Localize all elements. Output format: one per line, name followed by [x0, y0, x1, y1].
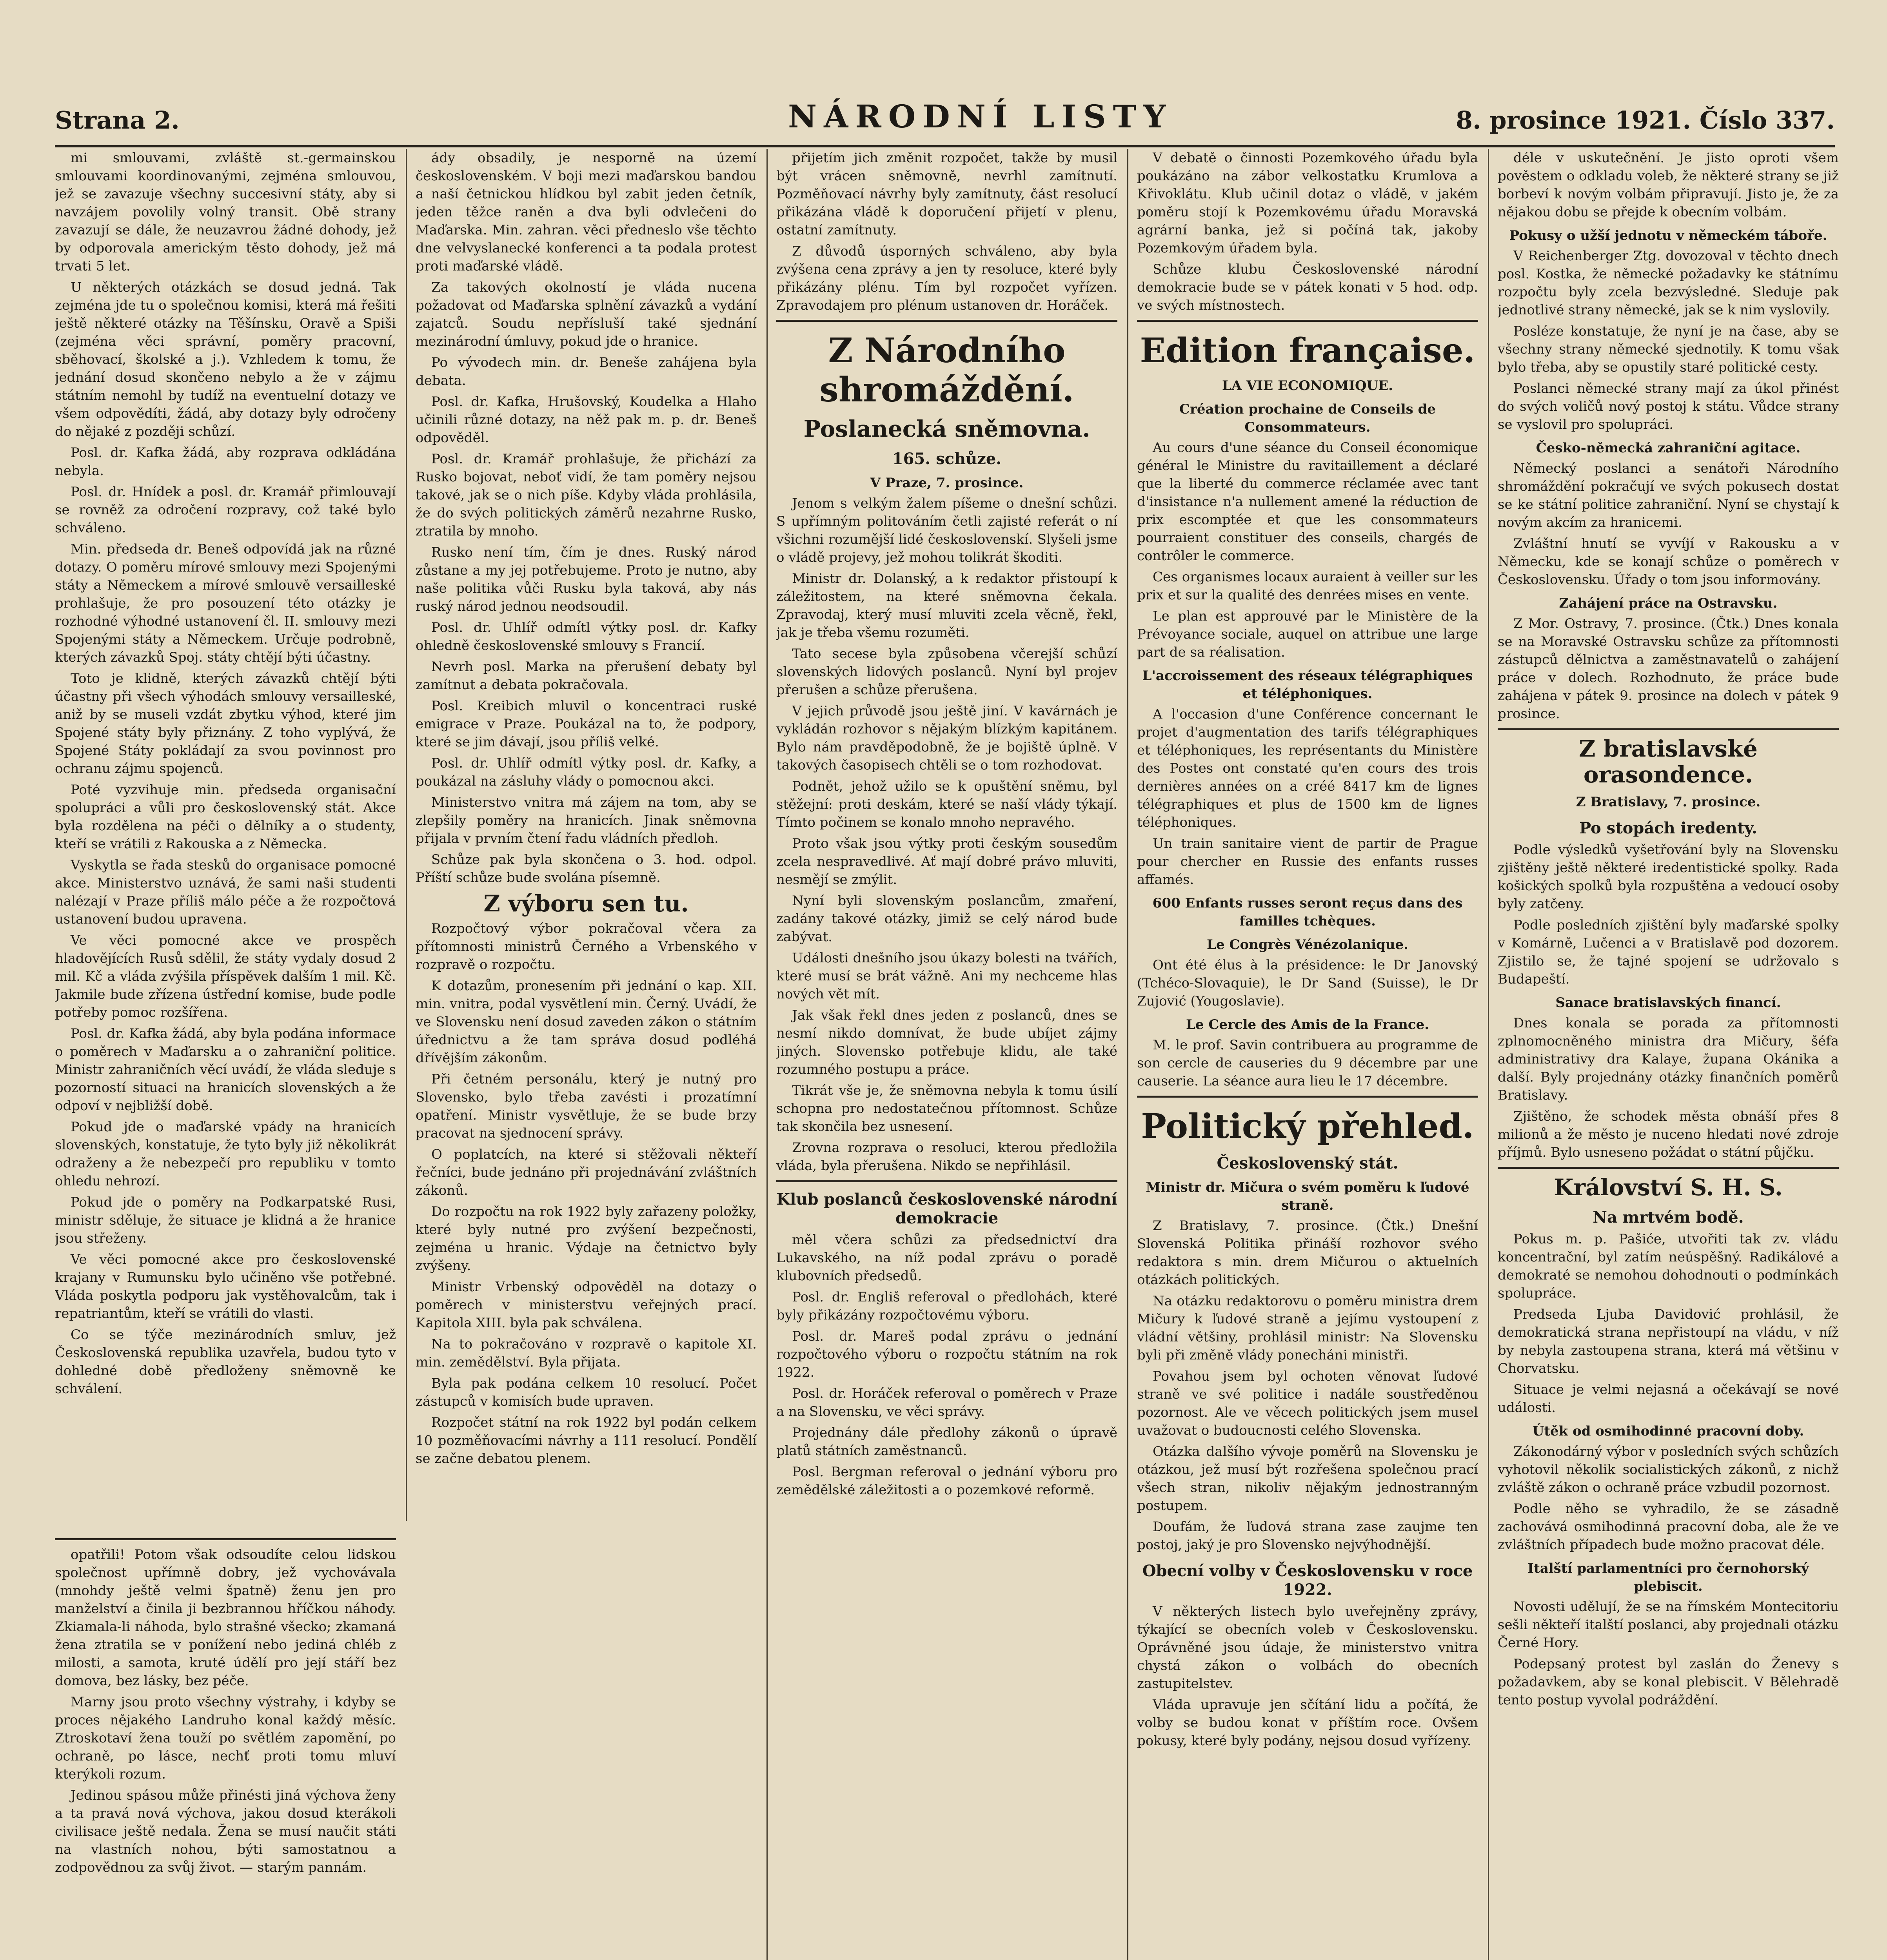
section-heading: Z výboru sen tu.	[483, 890, 689, 917]
article-paragraph: Dnes konala se porada za přítomnosti zplnomocněného ministra dra Mičury, šéfa administrativy dra Kalaye, župana Okánika a další. Byly projednány otázky finančních poměrů Bratislavy.	[1498, 1015, 1839, 1103]
article-headline: Na mrtvém bodě.	[1593, 1208, 1744, 1227]
article-paragraph: mi smlouvami, zvláště st.-germainskou smlouvami koordinovanými, zejména smlouvou, jež se zavazuje všechny succesivní státy, aby si navzájem povolily volný transit. Obě strany zavazují se dále, že neuzavrou žádné dohody, jež by odporovala americkým těsto dohody, jež má trvati 5 let.	[55, 150, 396, 274]
article-paragraph: Posl. Kreibich mluvil o koncentraci ruské emigrace v Praze. Poukázal na to, že podpory, které se jim dávají, jsou příliš velké.	[416, 698, 757, 750]
article-paragraph: Situace je velmi nejasná a očekávají se nové události.	[1498, 1382, 1839, 1416]
column-divider	[766, 149, 768, 1960]
article-paragraph: Le plan est approuvé par le Ministère de la Prévoyance sociale, auquel on attribue une large part de sa réalisation.	[1137, 608, 1478, 660]
feuilleton-continuation	[55, 1533, 396, 1960]
article-paragraph: Vyskytla se řada stesků do organisace pomocné akce. Ministerstvo uznává, že sami naši studenti nalézají v Praze příliš málo péče a že rozpočtová ustanovení budou upravena.	[55, 857, 396, 927]
club-heading: Klub poslanců československé národní demokracie	[776, 1190, 1117, 1227]
article-paragraph: Rusko není tím, čím je dnes. Ruský národ zůstane a my jej potřebujeme. Proto je nutno, aby naše politika vůči Rusku byla taková, aby nás ruský národ jednou neodsoudil.	[416, 544, 757, 614]
article-paragraph: Jedinou spásou může přinésti jiná výchova ženy a ta pravá nová výchova, jakou dosud kterákoli civilisace ještě nedala. Žena se musí naučit státi na vlastních nohou, býti samostatnou a zodpovědnou za svůj život. — starým pannám.	[55, 1788, 396, 1875]
issue-date: 8. prosince 1921. Číslo 337.	[1455, 106, 1835, 134]
article-paragraph: V Reichenberger Ztg. dovozoval v těchto dnech posl. Kostka, že německé požadavky ke státnímu rozpočtu byly zcela bezvýsledné. Sleduje pak jednotlivé strany německé, jak se k nim vyslovily.	[1498, 248, 1839, 318]
article-paragraph: Posl. Bergman referoval o jednání výboru pro zemědělské záležitosti a o pozemkové reformě.	[776, 1464, 1117, 1498]
article-paragraph: Predseda Ljuba Davidović prohlásil, že demokratická strana nepřistoupí na vládu, v níž by nebyla zastoupena strana, která má většinu v Chorvatsku.	[1498, 1307, 1839, 1376]
article-paragraph: Ministr Vrbenský odpověděl na dotazy o poměrech v ministerstvu veřejných prací. Kapitola XIII. byla pak schválena.	[416, 1279, 757, 1331]
article-paragraph: Při četném personálu, který je nutný pro Slovensko, bylo třeba zavésti i prozatímní opatření. Ministr vysvětluje, že se bude brzy pracovat na sjednocení správy.	[416, 1071, 757, 1141]
shs-kingdom-title: Království S. H. S.	[1554, 1174, 1783, 1201]
article-paragraph: opatřili! Potom však odsoudíte celou lidskou společnost upřímně dobry, jež vychovávala (mnohdy ještě velmi špatně) ženu jen pro manželství a činila ji bezbrannou hříčkou náhody. Zkiamala-li náhoda, bylo strašné všecko; zkamaná žena ztratila se v ponížení nebo jediná chléb z milosti, a samota, kruté údělí pro její stáří bez domova, bez lásky, bez péče.	[55, 1547, 396, 1689]
column-2	[416, 149, 757, 1960]
article-paragraph: Posl. dr. Engliš referoval o předlohách, které byly přikázány rozpočtovému výboru.	[776, 1289, 1117, 1323]
article-paragraph: Ministr dr. Dolanský, a k redaktor přistoupí k záležitostem, na které sněmovna čekala. Zpravodaj, který musí mluviti zcela věcně, řekl, jak je třeba všemu rozuměti.	[776, 571, 1117, 641]
article-paragraph: Podepsaný protest byl zaslán do Ženevy s požadavkem, aby se konal plebiscit. V Bělehradě tento postup vyvolal podráždění.	[1498, 1656, 1839, 1708]
article-paragraph: Zrovna rozprava o resoluci, kterou předložila vláda, byla přerušena. Nikdo se nepřihlásil.	[776, 1140, 1117, 1174]
article-paragraph: M. le prof. Savin contribuera au programme de son cercle de causeries du 9 décembre par une causerie. La séance aura lieu le 17 décembre.	[1137, 1037, 1478, 1089]
article-headline: Zahájení práce na Ostravsku.	[1559, 595, 1778, 611]
article-paragraph: A l'occasion d'une Conférence concernant le projet d'augmentation des tarifs télégraphiques et téléphoniques, les représentants du Ministère des Postes ont constaté qu'en cours des trois dernières années on a créé 8417 km de lignes télégraphiques et plus de 1500 km de lignes téléphoniques.	[1137, 706, 1478, 830]
french-section-label: LA VIE ECONOMIQUE.	[1222, 378, 1393, 394]
article-paragraph: Au cours d'une séance du Conseil économique général le Ministre du ravitaillement a déclaré que la liberté du commerce réclamée avec tant d'insistance n'a nullement amené la réduction de prix escomptée et que les consommateurs pourraient constituer des conseils, chargés de contrôler le commerce.	[1137, 440, 1478, 564]
article-paragraph: Co se týče mezinárodních smluv, jež Československá republika uzavřela, budou tyto v dohledné době předloženy sněmovně ke schválení.	[55, 1327, 396, 1397]
elections-headline: Obecní volby v Československu v roce 1922.	[1142, 1562, 1473, 1599]
article-paragraph: V jejich průvodě jsou ještě jiní. V kavárnách je vykládán rozhovor s nějakým blízkým kapitánem. Bylo nám pravděpodobně, že je bojiště úplně. V takových časopisech chtěli se o tom rozhodovat.	[776, 703, 1117, 773]
article-paragraph: Za takových okolností je vláda nucena požadovat od Maďarska splnění závazků a vydání zajatců. Soudu nepřísluší také sjednání mezinárodní úmluvy, pokud jde o hranice.	[416, 279, 757, 349]
article-paragraph: Podle něho se vyhradilo, že se zásadně zachovává osmihodinná pracovní doba, ale že ve zvláštních případech bude možno pracovat déle.	[1498, 1501, 1839, 1553]
article-paragraph: Ve věci pomocné akce pro československé krajany v Rumunsku bylo učiněno vše potřebné. Vláda poskytla podporu jak vystěhovalcům, tak i repatriantům, kteří se vrátili do vlasti.	[55, 1252, 396, 1321]
article-paragraph: Události dnešního jsou úkazy bolesti na tvářích, které musí se brát vážně. Ani my nechceme hlas nových vět mít.	[776, 950, 1117, 1002]
column-divider	[1127, 149, 1128, 1960]
section-rule	[55, 1538, 396, 1540]
article-paragraph: Tikrát vše je, že sněmovna nebyla k tomu úsilí schopna pro nedostatečnou přítomnost. Schůze tak skončila bez usnesení.	[776, 1083, 1117, 1134]
article-paragraph: Posl. dr. Kafka, Hrušovský, Koudelka a Hlaho učinili různé dotazy, na něž pak m. p. dr. Beneš odpověděl.	[416, 394, 757, 446]
column-5	[1498, 149, 1839, 1960]
column-divider	[406, 149, 407, 1521]
article-paragraph: Podle výsledků vyšetřování byly na Slovensku zjištěny ještě některé iredentistické spolky. Rada košických spolků byla rozpuštěna a vedoucí osoby byly zatčeny.	[1498, 842, 1839, 912]
article-paragraph: Projednány dále předlohy zákonů o úpravě platů státních zaměstnanců.	[776, 1425, 1117, 1459]
article-paragraph: Posl. dr. Mareš podal zprávu o jednání rozpočtového výboru o rozpočtu státním na rok 1922.	[776, 1328, 1117, 1380]
article-paragraph: Pokud jde o poměry na Podkarpatské Rusi, ministr sděluje, že situace je klidná a že hranice jsou střeženy.	[55, 1194, 396, 1246]
chamber-title: Poslanecká sněmovna.	[803, 416, 1090, 442]
column-1	[55, 149, 396, 1521]
article-paragraph: Pokus m. p. Pašiće, utvořiti tak zv. vládu koncentrační, byl zatím neúspěšný. Radikálové a demokraté se nemohou dohodnouti o podmínkách spolupráce.	[1498, 1231, 1839, 1301]
article-paragraph: Ve věci pomocné akce ve prospěch hladovějících Rusů sdělil, že státy vydaly dosud 2 mil. Kč a vláda zvýšila příspěvek dalším 1 mil. Kč. Jakmile bude zřízena ústřední komise, bude podle potřeby pomoc rozšířena.	[55, 933, 396, 1020]
article-paragraph: Jenom s velkým žalem píšeme o dnešní schůzi. S upřímným politováním četli zajisté referát o ní všichni rozumější lidé československí. Slyšeli jsme o vládě projevy, jež mohou tolikrát škoditi.	[776, 495, 1117, 565]
article-paragraph: Povahou jsem byl ochoten věnovat ľudové straně ve své politice i nadále soustředěnou pozornost. Ale ve věcech politických jsem musel uvažovat o budoucnosti celého Slovenska.	[1137, 1368, 1478, 1438]
section-title: Z Národního shromáždění.	[819, 331, 1074, 410]
masthead-title: NÁRODNÍ LISTY	[788, 98, 1173, 135]
article-paragraph: Otázka dalšího vývoje poměrů na Slovensku je otázkou, jež musí být rozřešena společnou prací všech stran, nikoliv nějakým jednostranným postupem.	[1137, 1444, 1478, 1514]
section-rule	[776, 1180, 1117, 1182]
article-paragraph: Zjištěno, že schodek města obnáší přes 8 milionů a že město je nuceno hledati nové zdroje příjmů. Bylo usneseno požádat o státní půjčku.	[1498, 1109, 1839, 1160]
article-headline: Pokusy o užší jednotu v německém táboře.	[1509, 228, 1827, 243]
article-paragraph: Posl. dr. Horáček referoval o poměrech v Praze a na Slovensku, ve věci správy.	[776, 1386, 1117, 1419]
column-divider	[1488, 149, 1489, 1960]
section-rule	[1137, 320, 1478, 322]
article-paragraph: Schůze pak byla skončena o 3. hod. odpol. Příští schůze bude svolána písemně.	[416, 852, 757, 886]
article-paragraph: Posl. dr. Hnídek a posl. dr. Kramář přimlouvají se rovněž za odročení rozpravy, což také bylo schváleno.	[55, 484, 396, 536]
article-paragraph: déle v uskutečnění. Je jisto oproti všem pověstem o odkladu voleb, že některé strany se již borbeví k novým volbám připravují. Jisto je, že za nějakou dobu se přejde k obecním volbám.	[1498, 150, 1839, 220]
article-paragraph: Z Mor. Ostravy, 7. prosince. (Čtk.) Dnes konala se na Moravské Ostravsku schůze za přítomnosti zástupců dělnictva a zaměstnavatelů o zahájení práce v dolech. Rozhodnuto, že práce bude zahájena v pátek 9. prosince na dolech v pátek 9 prosince.	[1498, 616, 1839, 722]
article-paragraph: ády obsadily, je nesporně na území československém. V boji mezi maďarskou bandou a naší četnickou hlídkou byl zabit jeden četník, jeden těžce raněn a dva byli odvlečeni do Maďarska. Min. zahran. věci předneslo vše těchto dne velvyslanecké konferenci a ta podala protest proti maďarské vládě.	[416, 150, 757, 274]
article-paragraph: Schůze klubu Československé národní demokracie bude se v pátek konati v 5 hod. odp. ve svých místnostech.	[1137, 261, 1478, 313]
article-paragraph: Toto je klidně, kterých závazků chtějí býti účastny při všech výhodách smlouvy versailleské, aniž by se museli vzdát zbytku výhod, které jim Spojené státy byly přiznány. Z toho vyplývá, že Spojené Státy pokládají za svou povinnost pro ochranu zájmu spojenců.	[55, 671, 396, 777]
section-rule	[776, 320, 1117, 322]
political-headline: Ministr dr. Mičura o svém poměru k ľudové straně.	[1146, 1180, 1469, 1213]
article-paragraph: Do rozpočtu na rok 1922 byly zařazeny položky, které byly nutné pro zvýšení bezpečnosti, zejména u hranic. Výdaje na četnictvo byly zvýšeny.	[416, 1204, 757, 1274]
article-paragraph: Novosti udělují, že se na římském Montecitoriu sešli někteří italští poslanci, aby projednali otázku Černé Hory.	[1498, 1599, 1839, 1651]
article-paragraph: K dotazům, pronesením při jednání o kap. XII. min. vnitra, podal vysvětlení min. Černý. Uvádí, že ve Slovensku není dosud zaveden zákon o státním úřednictvu a že tam správa dosud podléhá dřívějším zákonům.	[416, 978, 757, 1066]
article-headline: Útěk od osmihodinné pracovní doby.	[1532, 1423, 1804, 1439]
article-paragraph: Nyní byli slovenským poslancům, zmaření, zadány takové otázky, jimiž se celý národ bude zabývat.	[776, 893, 1117, 945]
article-paragraph: Posl. dr. Kramář prohlašuje, že přichází za Rusko bojovat, neboť vidí, že tam poměry nejsou takové, jak se o nich píše. Kdyby vláda prohlásila, že do svých politických záměrů nezahrne Rusko, ztratila by mnoho.	[416, 451, 757, 539]
section-rule	[1498, 728, 1839, 730]
french-headline: Le Cercle des Amis de la France.	[1186, 1017, 1429, 1033]
article-paragraph: O poplatcích, na které si stěžovali někteří řečníci, bude jednáno při projednávání zvláštních zákonů.	[416, 1147, 757, 1198]
article-paragraph: Un train sanitaire vient de partir de Prague pour chercher en Russie des enfants russes affamés.	[1137, 836, 1478, 887]
article-paragraph: Byla pak podána celkem 10 resolucí. Počet zástupců v komisích bude upraven.	[416, 1376, 757, 1409]
article-paragraph: Ont été élus à la présidence: le Dr Janovský (Tchéco-Slovaquie), le Dr Sand (Suisse), le Dr Zujović (Yougoslavie).	[1137, 957, 1478, 1009]
article-paragraph: Na otázku redaktorovu o poměru ministra drem Mičury k ľudové straně a jejímu vystoupení z vládní většiny, prohlásil ministr: Na Slovensku byli při změně vlády ponecháni ministři.	[1137, 1293, 1478, 1363]
dateline: V Praze, 7. prosince.	[870, 475, 1024, 491]
article-paragraph: Posl. dr. Uhlíř odmítl výtky posl. dr. Kafky, a poukázal na zásluhy vlády o pomocnou akci.	[416, 755, 757, 789]
article-paragraph: Zákonodárný výbor v posledních svých schůzích vyhotovil několik socialistických zákonů, z nichž zvláště zákon o ochraně práce vzbudil pozornost.	[1498, 1444, 1839, 1495]
section-rule	[1137, 1096, 1478, 1098]
french-headline: Création prochaine de Conseils de Consommateurs.	[1179, 401, 1436, 435]
article-paragraph: Z Bratislavy, 7. prosince. (Čtk.) Dnešní Slovenská Politika přináší rozhovor svého redaktora s min. drem Mičurou o aktuelních otázkách politických.	[1137, 1218, 1478, 1288]
article-paragraph: Rozpočet státní na rok 1922 byl podán celkem 10 pozměňovacími návrhy a 111 resolucí. Pondělí se začne debatou plenem.	[416, 1415, 757, 1466]
french-headline: 600 Enfants russes seront reçus dans des familles tchèques.	[1152, 895, 1463, 929]
french-edition-title: Edition française.	[1140, 331, 1475, 370]
article-paragraph: Z důvodů úsporných schváleno, aby byla zvýšena cena zprávy a jen ty resoluce, které byly přikázány plénu. Tím byl rozpočet vyřízen. Zpravodajem pro plénum ustanoven dr. Horáček.	[776, 243, 1117, 313]
article-paragraph: Jak však řekl dnes jeden z poslanců, dnes se nesmí nikdo domnívat, že bude ubíjet zájmy jiných. Slovensko potřebuje klidu, ale také rozumného postupu a práce.	[776, 1007, 1117, 1077]
article-paragraph: Min. předseda dr. Beneš odpovídá jak na různé dotazy. O poměru mírové smlouvy mezi Spojenými státy a Německem a mírové smlouvě versailleské prohlašuje, že pro posouzení této otázky je rozhodné výhodné ustanovení čl. II. smlouvy mezi Spojenými státy a Německem. Určuje podrobně, kterých závazků Spoj. státy chtějí býti účastny.	[55, 541, 396, 665]
article-paragraph: Zvláštní hnutí se vyvíjí v Rakousku a v Německu, kde se konají schůze o poměrech v Československu. Úřady o tom jsou informovány.	[1498, 536, 1839, 588]
article-paragraph: Doufám, že ľudová strana zase zaujme ten postoj, jaký je pro Slovensko nejvýhodnější.	[1137, 1519, 1478, 1553]
political-subsection: Československý stát.	[1217, 1154, 1398, 1172]
article-paragraph: V debatě o činnosti Pozemkového úřadu byla poukázáno na zábor velkostatku Krumlova a Křivoklátu. Klub učinil dotaz o vládě, v jakém poměru stojí k Pozemkovému úřadu Moravská agrární banka, jež si počíná tak, jakoby Pozemkovým úřadem byla.	[1137, 150, 1478, 256]
french-headline: Le Congrès Vénézolanique.	[1207, 937, 1408, 953]
article-paragraph: Podnět, jehož užilo se k opuštění sněmu, byl stěžejní: proti deskám, které se naší vlády týkají. Tímto počinem se konalo mnoho nepravého.	[776, 779, 1117, 830]
article-paragraph: Proto však jsou výtky proti českým sousedům zcela nespravedlivé. Ať mají dobré právo mluviti, nesmějí se zmýlit.	[776, 836, 1117, 887]
header-rule	[55, 145, 1835, 147]
column-4	[1137, 149, 1478, 1960]
article-paragraph: měl včera schůzi za předsednictví dra Lukavského, na níž podal zprávu o poradě klubovních předsedů.	[776, 1232, 1117, 1284]
section-rule	[1498, 1167, 1839, 1169]
article-paragraph: Posléze konstatuje, že nyní je na čase, aby se všechny strany německé sjednotily. K tomu však bylo třeba, aby se opustily staré politické cesty.	[1498, 323, 1839, 375]
article-paragraph: Vláda upravuje jen sčítání lidu a počítá, že volby se budou konat v příštím roce. Ovšem pokusy, které byly podány, nejsou dosud vyřízeny.	[1137, 1697, 1478, 1749]
french-headline: L'accroissement des réseaux télégraphiques et téléphoniques.	[1142, 668, 1473, 702]
article-paragraph: Rozpočtový výbor pokračoval včera za přítomnosti ministrů Černého a Vrbenského v rozpravě o rozpočtu.	[416, 921, 757, 973]
masthead-bar	[55, 98, 1835, 145]
article-paragraph: přijetím jich změnit rozpočet, takže by musil být vrácen sněmovně, nevrhl zamítnutí. Pozměňovací návrhy byly zamítnuty, část resolucí přikázána vládě k doporučení přijetí v plenu, ostatní zamítnuty.	[776, 150, 1117, 238]
article-paragraph: Posl. dr. Uhlíř odmítl výtky posl. dr. Kafky ohledně československé smlouvy s Francií.	[416, 620, 757, 653]
article-paragraph: Na to pokračováno v rozpravě o kapitole XI. min. zemědělství. Byla přijata.	[416, 1336, 757, 1370]
article-paragraph: Ministerstvo vnitra má zájem na tom, aby se zlepšily poměry na hranicích. Jinak sněmovna přijala v prvním čtení řadu vládních předloh.	[416, 795, 757, 846]
article-paragraph: Podle posledních zjištění byly maďarské spolky v Komárně, Lučenci a v Bratislavě pod dozorem. Zjistilo se, že tajné spojení se udržovalo s Budapeští.	[1498, 917, 1839, 987]
article-paragraph: Tato secese byla způsobena včerejší schůzí slovenských lidových poslanců. Nyní byl projev přerušen a schůze přerušena.	[776, 646, 1117, 698]
article-paragraph: Nevrh posl. Marka na přerušení debaty byl zamítnut a debata pokračovala.	[416, 659, 757, 693]
session-number: 165. schůze.	[892, 450, 1002, 468]
column-3	[776, 149, 1117, 1960]
article-paragraph: Posl. dr. Kafka žádá, aby byla podána informace o poměrech v Maďarsku a o zahraniční politice. Ministr zahraničních věcí uvádí, že vláda sleduje s pozorností situaci na hranicích slovenských a že odpoví v nejbližší době.	[55, 1026, 396, 1114]
article-paragraph: Poslanci německé strany mají za úkol přinést do svých voličů nový postoj k státu. Vůdce strany se vyslovil pro spolupráci.	[1498, 381, 1839, 432]
article-paragraph: Poté vyzvihuje min. předseda organisační spolupráci a vůli pro československý stát. Akce byla rozdělena na péči o dělníky a o studenty, kteří se vrátili z Rakouska a z Německa.	[55, 782, 396, 852]
article-paragraph: Po vývodech min. dr. Beneše zahájena byla debata.	[416, 355, 757, 388]
article-paragraph: Německý poslanci a senátoři Národního shromáždění pokračují ve svých pokusech dostat se ke státní politice zahraniční. Nyní se chystají k novým akcím za hranicemi.	[1498, 461, 1839, 530]
article-headline: Po stopách iredenty.	[1579, 819, 1757, 837]
article-paragraph: Pokud jde o maďarské vpády na hranicích slovenských, konstatuje, že tyto byly již několikrát odraženy a že nebezpečí pro republiku v tomto ohledu nehrozí.	[55, 1119, 396, 1189]
article-headline: Italští parlamentníci pro černohorský plebiscit.	[1527, 1561, 1809, 1594]
article-paragraph: Ces organismes locaux auraient à veiller sur les prix et sur la qualité des denrées mises en vente.	[1137, 569, 1478, 603]
article-paragraph: V některých listech bylo uveřejněny zprávy, týkající se obecních voleb v Československu. Oprávněné jsou údaje, že ministerstvo vnitra chystá zákon o volbách do obecních zastupitelstev.	[1137, 1604, 1478, 1691]
article-headline: Sanace bratislavských financí.	[1555, 995, 1781, 1011]
bratislava-correspondence-title: Z bratislavské orasondence.	[1579, 735, 1758, 788]
page-number: Strana 2.	[55, 106, 180, 134]
article-paragraph: Marny jsou proto všechny výstrahy, i kdyby se proces nějakého Landruho konal každý měsíc. Ztroskotaví žena touží po světlém zapomění, po ochraně, po lásce, nechť proti tomu mluví kterýkoli rozum.	[55, 1694, 396, 1782]
article-paragraph: U některých otázkách se dosud jedná. Tak zejména jde tu o společnou komisi, která má řešiti ještě některé otázky na Těšínsku, Oravě a Spiši (zejména věci správní, poměry pracovní, sběhovací, školské a j.). Vzhledem k tomu, že jednání dosud skončeno nebylo a že v zájmu státním nemohl by tudíž na eventuelní dotazy ve všem odpovědíti, žádá, aby dotazy byly odročeny do nějaké z později schůzí.	[55, 279, 396, 439]
political-review-title: Politický přehled.	[1141, 1107, 1474, 1146]
article-paragraph: Posl. dr. Kafka žádá, aby rozprava odkládána nebyla.	[55, 445, 396, 479]
article-headline: Česko-německá zahraniční agitace.	[1536, 440, 1801, 456]
dateline: Z Bratislavy, 7. prosince.	[1576, 794, 1761, 810]
